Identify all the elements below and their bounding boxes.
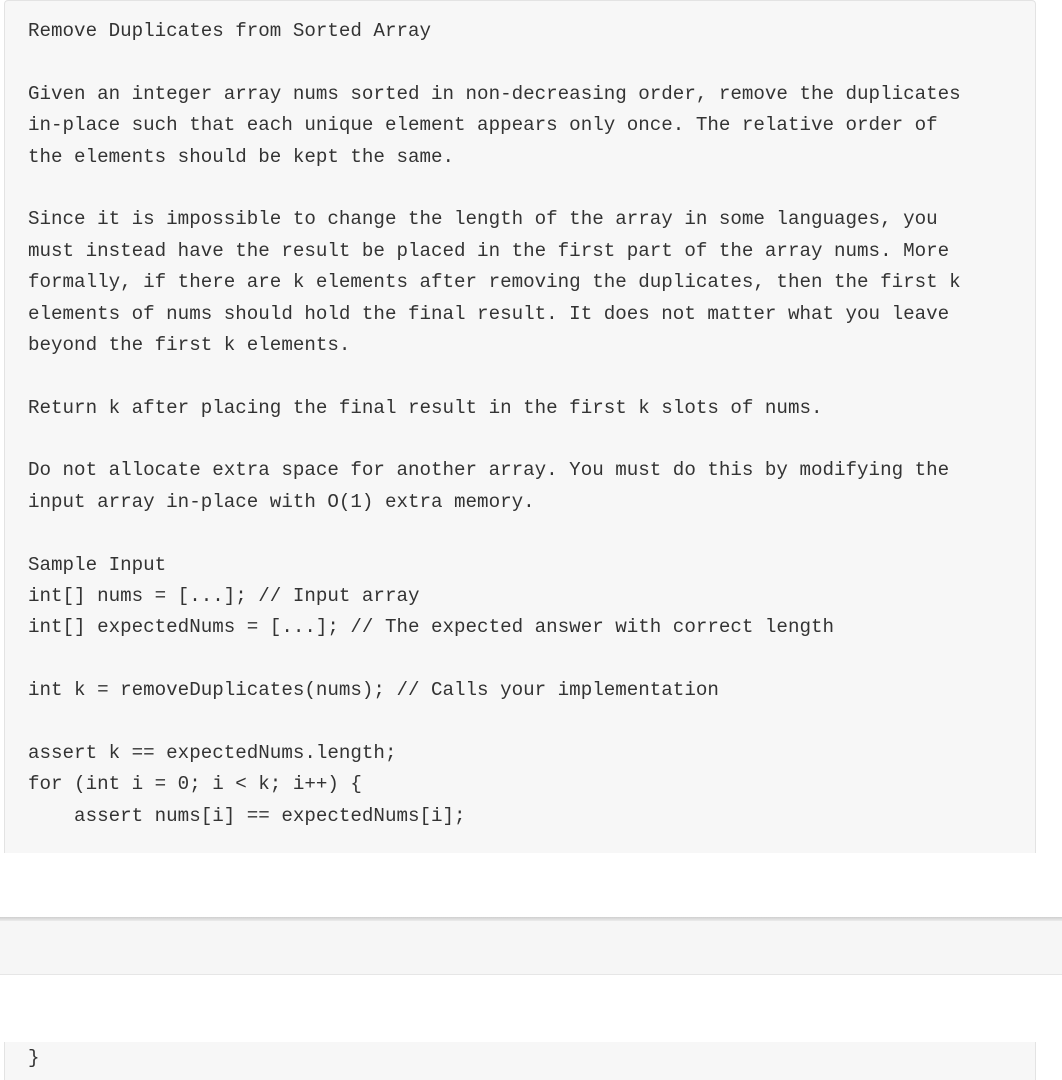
problem-title: Remove Duplicates from Sorted Array bbox=[28, 20, 432, 42]
sample-input-heading: Sample Input bbox=[28, 553, 167, 576]
code-block-bottom bbox=[4, 1042, 1036, 1080]
code-line bbox=[28, 707, 961, 738]
code-line: the elements should be kept the same. bbox=[28, 145, 455, 168]
code-line: int[] expectedNums = [...]; // The expected answer with correct length bbox=[28, 616, 835, 639]
code-line bbox=[28, 644, 961, 675]
code-line: Given an integer array nums sorted in non-decreasing order, remove the duplicates bbox=[28, 82, 961, 105]
code-line bbox=[28, 518, 961, 549]
page-gap-band bbox=[0, 921, 1062, 975]
code-line: assert nums[i] == expectedNums[i]; bbox=[28, 804, 466, 827]
code-line bbox=[28, 47, 961, 78]
code-line: in-place such that each unique element appears only once. The relative order of bbox=[28, 114, 938, 137]
code-line: for (int i = 0; i < k; i++) { bbox=[28, 773, 362, 796]
code-line: Return k after placing the final result in the first k slots of nums. bbox=[28, 396, 823, 419]
code-line: input array in-place with O(1) extra memory. bbox=[28, 490, 535, 513]
code-line bbox=[28, 424, 961, 455]
code-line: int[] nums = [...]; // Input array bbox=[28, 585, 420, 608]
code-line: beyond the first k elements. bbox=[28, 333, 351, 356]
code-line: assert k == expectedNums.length; bbox=[28, 741, 397, 764]
code-line bbox=[28, 173, 961, 204]
code-line: Since it is impossible to change the length of the array in some languages, you bbox=[28, 208, 938, 231]
closing-brace: } bbox=[28, 1047, 40, 1069]
code-line: must instead have the result be placed in the first part of the array nums. More bbox=[28, 239, 950, 262]
code-block-top bbox=[4, 0, 1036, 853]
code-line: formally, if there are k elements after removing the duplicates, then the first k bbox=[28, 271, 961, 294]
code-line: elements of nums should hold the final result. It does not matter what you leave bbox=[28, 302, 950, 325]
code-line: Do not allocate extra space for another array. You must do this by modifying the bbox=[28, 459, 950, 482]
problem-text bbox=[28, 16, 961, 832]
code-line bbox=[28, 361, 961, 392]
code-line: int k = removeDuplicates(nums); // Calls your implementation bbox=[28, 679, 719, 702]
